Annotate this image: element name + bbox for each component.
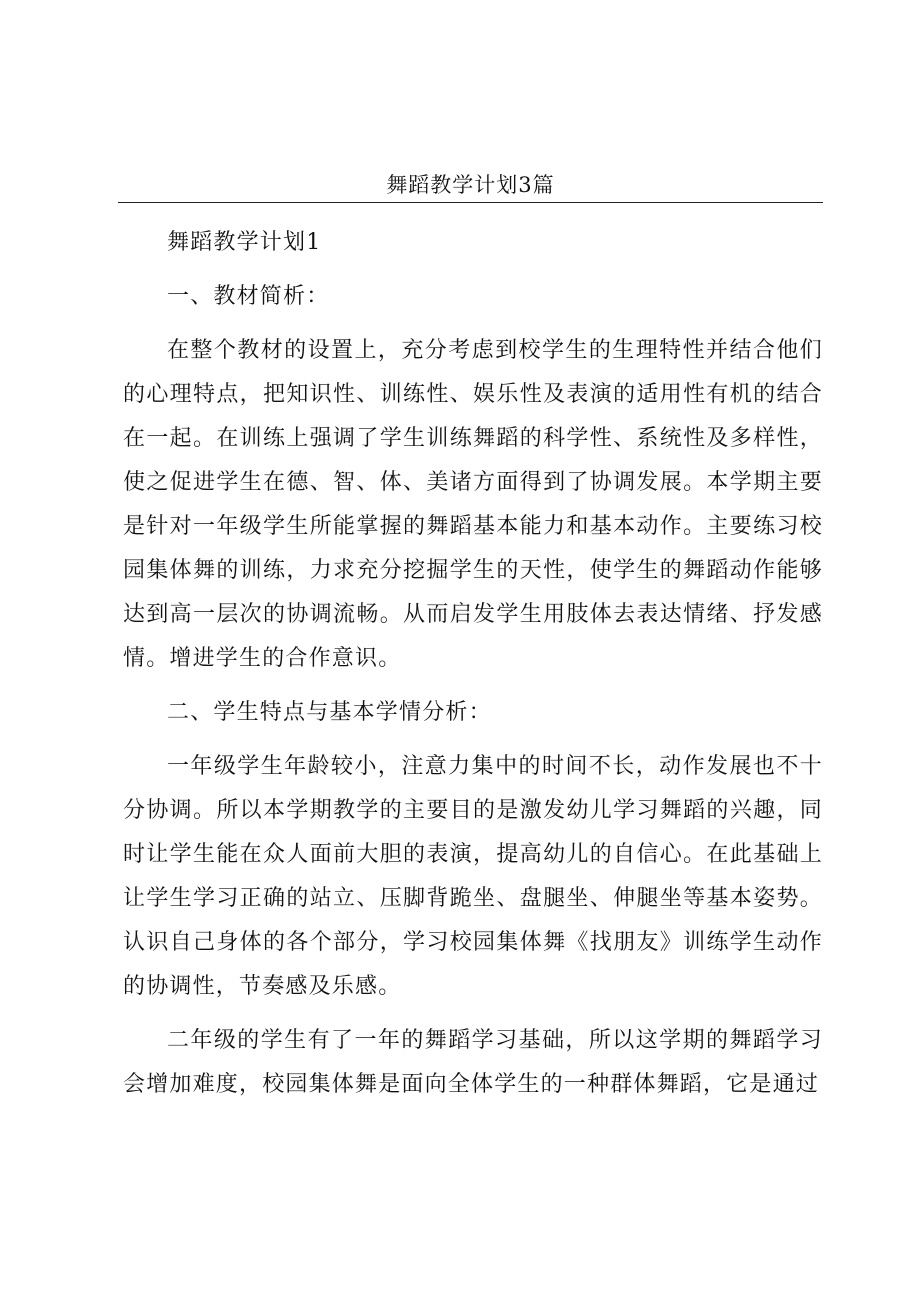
paragraph-grade-one: 一年级学生年龄较小，注意力集中的时间不长，动作发展也不十分协调。所以本学期教学的主要目的是激发幼儿学习舞蹈的兴趣，同时让学生能在众人面前大胆的表演，提高幼儿的自信心。在此基础上让学生学习正确的站立、压脚背跪坐、盘腿坐、伸腿坐等基本姿势。认识自己身体的各个部分，学习校园集体舞《找朋友》训练学生动作的协调性，节奏感及乐感。 bbox=[123, 754, 823, 999]
section-heading-plan-1: 舞蹈教学计划1 bbox=[167, 230, 322, 255]
subheading-student-analysis: 二、学生特点与基本学情分析： bbox=[167, 700, 492, 725]
paragraph-textbook-analysis: 在整个教材的设置上，充分考虑到校学生的生理特性并结合他们的心理特点，把知识性、训练性、娱乐性及表演的适用性有机的结合在一起。在训练上强调了学生训练舞蹈的科学性、系统性及多样性，使之促进学生在德、智、体、美诸方面得到了协调发展。本学期主要是针对一年级学生所能掌握的舞蹈基本能力和基本动作。主要练习校园集体舞的训练，力求充分挖掘学生的天性，使学生的舞蹈动作能够达到高一层次的协调流畅。从而启发学生用肢体去表达情绪、抒发感情。增进学生的合作意识。 bbox=[123, 338, 823, 671]
document-body bbox=[123, 221, 823, 1107]
paragraph-grade-two: 二年级的学生有了一年的舞蹈学习基础，所以这学期的舞蹈学习会增加难度，校园集体舞是面向全体学生的一种群体舞蹈，它是通过 bbox=[123, 1028, 823, 1097]
document-header bbox=[118, 168, 823, 203]
document-header-title: 舞蹈教学计划3篇 bbox=[386, 173, 555, 197]
subheading-textbook-analysis: 一、教材简析： bbox=[167, 284, 330, 309]
